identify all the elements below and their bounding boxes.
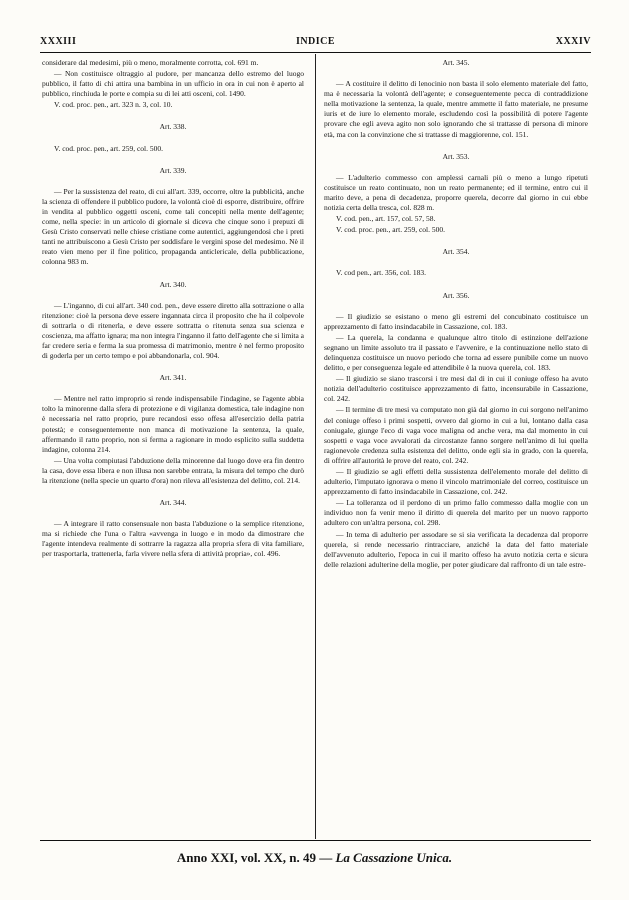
index-entry: — Il giudizio se agli effetti della sussistenza dell'elemento morale del delitto di adulterio, l'imputato ignorava o meno il vincolo matrimoniale del correo, costituisce un apprezzamento di fatto insindacabile in Cassazione, col. 242. <box>324 467 588 497</box>
index-entry: — Una volta compiutasi l'abduzione della minorenne dal luogo dove era fin dentro la casa, dove essa libera e non illusa non sarebbe entrata, la misura del tempo che durò la ritenzione (nella specie un quarto d'ora) non rileva all'esistenza del delitto, col. 214. <box>42 455 304 485</box>
cross-reference: V. cod. proc. pen., art. 259, col. 500. <box>336 225 446 235</box>
index-entry: considerare dal medesimi, più o meno, moralmente corrotta, col. 691 m. <box>42 58 259 67</box>
footer <box>0 850 629 866</box>
index-entry: — Il giudizio se siano trascorsi i tre mesi dal di in cui il coniuge offeso ha avuto notizia dell'adulterio costituisce apprezzamento di fatto, incensurabile in Cassazione, col. 242. <box>324 374 588 404</box>
article-heading: Art. 354. <box>442 247 470 257</box>
article-heading: Art. 345. <box>442 58 470 67</box>
index-entry: — La tolleranza od il perdono di un primo fallo commesso dalla moglie con un individuo non fa venir meno il diritto di querela del marito per un nuovo rapporto adultero con un'altra persona, col. 298. <box>324 498 588 528</box>
cross-reference: V. cod pen., art. 356, col. 183. <box>336 268 427 278</box>
article-heading: Art. 339. <box>159 165 187 175</box>
article-heading: Art. 340. <box>159 279 187 289</box>
page-number-right: XXXIV <box>555 36 591 47</box>
index-entry: — Non costituisce oltraggio al pudore, per mancanza dello estremo del luogo pubblico, il fatto di chi attira una bambina in un ufficio in ora in cui non è aperto al pubblico, rinchiuda le porte e compia su di lei atti osceni, col. 1490. <box>42 69 304 99</box>
article-heading: Art. 356. <box>442 290 470 300</box>
article-heading: Art. 338. <box>159 122 187 132</box>
cross-reference: V. cod. pen., art. 157, col. 57, 58. <box>336 214 436 224</box>
index-entry: — A costituire il delitto di lenocinio non basta il solo elemento materiale del fatto, ma è necessaria la volontà dell'agente; e conseguentemente pecca di contraddizione nella motivazione la sentenza, la quale, mentre ammette il fatto materiale, ne presume iuris et de iure lo elemento morale, escludendo così la possibilità di potere l'agente provare che egli aveva agito non solo ignorando che si trattasse di persona di minore età, ma con la convinzione che si trattasse di maggiorenne, col. 151. <box>324 79 588 139</box>
footer-rule <box>40 840 591 841</box>
header-title: INDICE <box>295 36 336 47</box>
index-entry: — Mentre nel ratto improprio si rende indispensabile l'indagine, se l'agente abbia tolto la minorenne dalla sfera di protezione e di vigilanza domestica, tale indagine non è necessaria nel ratto proprio, pure recandosi esso offesa all'esercizio della patria potestà; e conseguentemente non manca di motivazione la sentenza, la quale, affermando il ratto proprio, non si ferma a ragionare in modo esplicito sulla suddetta indagine, colonna 214. <box>42 394 304 454</box>
index-entry: — In tema di adulterio per assodare se si sia verificata la decadenza dal proporre querela, si rende necessario rintracciare, anziché la data del fatto materiale dell'avvenuto adulterio, l'epoca in cui il marito offeso ha avuto notizia certa e sicura delle relazioni adulterine della moglie, per poter giudicare dal raffronto di un tale estre- <box>324 529 588 569</box>
left-column <box>42 58 304 838</box>
footer-issue: Anno XXI, vol. XX, n. 49 — <box>176 850 333 865</box>
index-entry: — L'inganno, di cui all'art. 340 cod. pen., deve essere diretto alla sottrazione o alla ritenzione: cioè la persona deve essere ingannata circa il proposito che ha il colpevole di sottrarla o di ritenerla, e deve essere sottratta o ritenuta senza sua scienza e coscienza, ma affatto ignara; ma non integra l'inganno il fatto dell'agente che si limita a far credere seria e ferma la sua promessa di matrimonio, mentre è nel fermo proposito di goderla per un certo tempo e poi abbandonarla, col. 904. <box>42 300 304 361</box>
article-heading: Art. 341. <box>159 373 187 383</box>
index-entry: — Il termine di tre mesi va computato non già dal giorno in cui sorgono nell'animo del coniuge offeso i primi sospetti, ovvero dal giorno in cui a lui, lontano dalla casa coniugale, giunge l'eco di vaga voce maligna od anche vera, ma dal momento in cui sospetti e vaga voce avvalorati da circostanze fanno sorgere nell'animo di lui quella ragionevole credenza sulla esistenza del delitto, onde egli sia in grado, con la querela, di offrire all'autorità le prove del reato, col. 242. <box>324 405 588 465</box>
right-column <box>324 58 588 838</box>
cross-reference: V. cod. proc. pen., art. 323 n. 3, col. 10. <box>54 100 173 110</box>
running-header <box>40 36 591 50</box>
article-heading: Art. 353. <box>442 151 470 161</box>
article-heading: Art. 344. <box>159 498 187 508</box>
index-entry: — Il giudizio se esistano o meno gli estremi del concubinato costituisce un apprezzamento di fatto insindacabile in Cassazione, col. 183. <box>324 311 588 331</box>
cross-reference: V. cod. proc. pen., art. 259, col. 500. <box>54 143 164 153</box>
column-divider <box>315 54 316 839</box>
footer-publication: La Cassazione Unica. <box>335 850 453 865</box>
page-number-left: XXXIII <box>40 36 77 47</box>
index-entry: — Per la sussistenza del reato, di cui all'art. 339, occorre, oltre la pubblicità, anche la scienza di offendere il pubblico pudore, la volontà cioè di esporre, distribuire, offrire in vendita al pubblico oggetti osceni, come tali concepiti nella mente dell'agente; come, nella specie: in un articolo di giornale si diceva che cinque sono i prepuzi di Gesù Cristo conservati nelle chiese cristiane come autentici, aggiungendosi che i preti tanti ne attribuiscono a Gesù Cristo per soddisfare le vergini spose del medesimo. Nè il reato vien meno per il fine politico, propaganda anticlericale, della pubblicazione, colonna 983 m. <box>42 186 304 267</box>
index-entry: — L'adulterio commesso con amplessi carnali più o meno a lungo ripetuti costituisce un reato continuato, non un reato permanente; ed il termine, entro cui il marito deve, a pena di decadenza, proporre querela, decorre dal giorno in cui ebbe notizia certa della tresca, col. 828 m. <box>324 172 588 213</box>
header-rule <box>40 52 591 53</box>
index-entry: — A integrare il ratto consensuale non basta l'abduzione o la semplice ritenzione, ma si richiede che l'una o l'altra «avvenga in luogo e in modo da dimostrare che l'agente intendeva realmente di sottrarre la ragazza alla propria sfera di vita familiare, per trasportarla, trattenerla, farla vivere nella sfera di attività propria», col. 496. <box>42 519 304 559</box>
index-entry: — La querela, la condanna e qualunque altro titolo di estinzione dell'azione segnano un limite assoluto tra il passato e l'avvenire, e la continuazione nello stato di delinquenza costituisce un nuovo periodo che torna ad essere punibile come un nuovo delitto, e per conseguenza legale ed attendibile è la nuova querela, col. 183. <box>324 332 588 373</box>
